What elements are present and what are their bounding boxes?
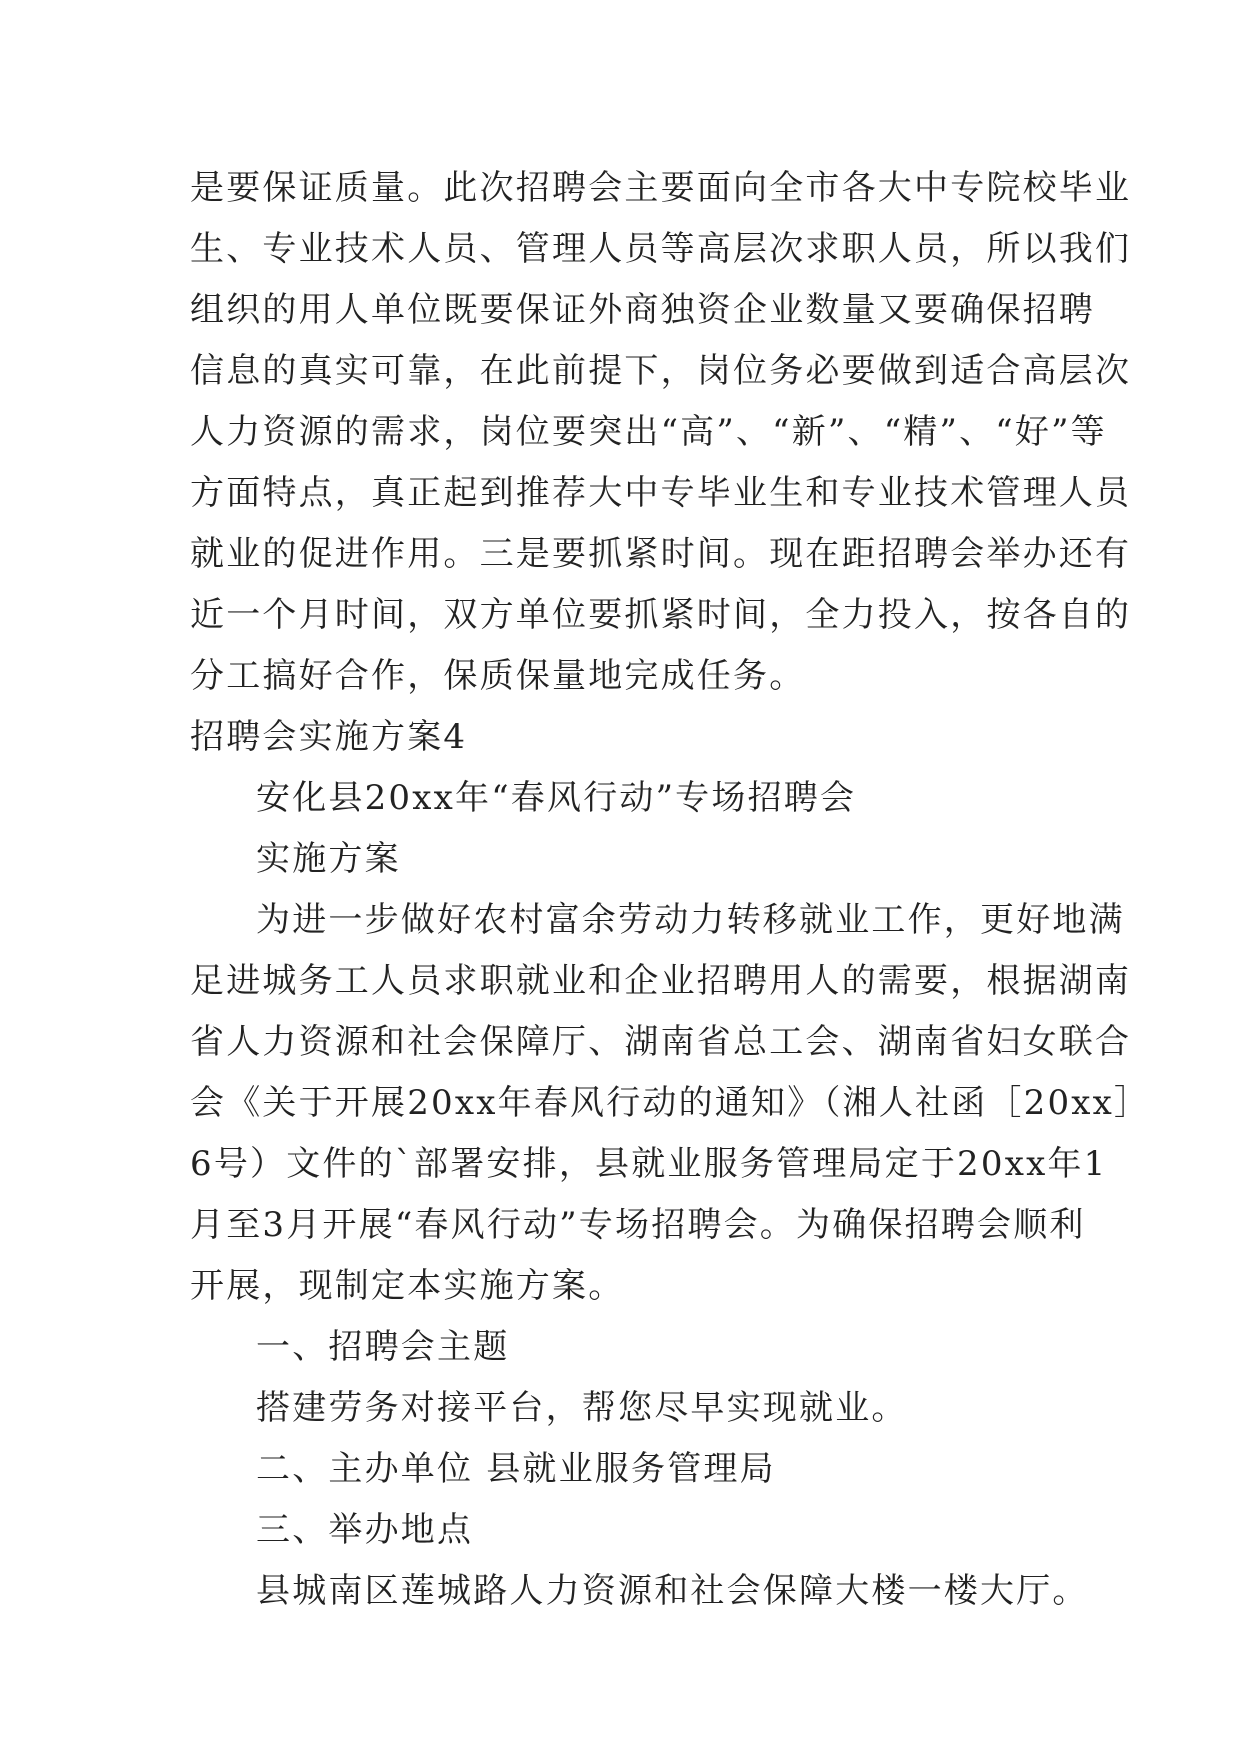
text-line: 生、专业技术人员、管理人员等高层次求职人员，所以我们 [190, 229, 1132, 269]
document-body [190, 158, 1151, 1622]
text-line: 就业的促进作用。三是要抓紧时间。现在距招聘会举办还有 [190, 534, 1132, 574]
text-line: 为进一步做好农村富余劳动力转移就业工作，更好地满 [256, 900, 1125, 940]
section-item-heading: 二、主办单位 县就业服务管理局 [256, 1449, 776, 1489]
text-line: 近一个月时间，双方单位要抓紧时间，全力投入，按各自的 [190, 595, 1132, 635]
text-line: 方面特点，真正起到推荐大中专毕业生和专业技术管理人员 [190, 473, 1132, 513]
text-line: 分工搞好合作，保质保量地完成任务。 [190, 656, 806, 696]
section-item-heading: 一、招聘会主题 [256, 1327, 510, 1367]
text-line: 月至3月开展“春风行动”专场招聘会。为确保招聘会顺利 [190, 1205, 1086, 1245]
text-line: 会《关于开展20xx年春风行动的通知》（湘人社函［20xx］ [190, 1083, 1151, 1123]
event-title: 安化县20xx年“春风行动”专场招聘会 [256, 778, 857, 818]
text-line: 搭建劳务对接平台，帮您尽早实现就业。 [256, 1388, 908, 1428]
text-line: 组织的用人单位既要保证外商独资企业数量又要确保招聘 [190, 290, 1095, 330]
text-line: 人力资源的需求，岗位要突出“高”、“新”、“精”、“好”等 [190, 412, 1107, 452]
text-line: 开展，现制定本实施方案。 [190, 1266, 625, 1306]
text-line: 信息的真实可靠，在此前提下，岗位务必要做到适合高层次 [190, 351, 1132, 391]
text-line: 足进城务工人员求职就业和企业招聘用人的需要，根据湖南 [190, 961, 1132, 1001]
section-heading: 招聘会实施方案4 [190, 717, 468, 757]
event-subtitle: 实施方案 [256, 839, 401, 879]
text-line: 6号）文件的`部署安排，县就业服务管理局定于20xx年1 [190, 1144, 1108, 1184]
text-line: 是要保证质量。此次招聘会主要面向全市各大中专院校毕业 [190, 168, 1132, 208]
text-line: 省人力资源和社会保障厅、湖南省总工会、湖南省妇女联合 [190, 1022, 1132, 1062]
text-line: 县城南区莲城路人力资源和社会保障大楼一楼大厅。 [256, 1571, 1089, 1611]
section-item-heading: 三、举办地点 [256, 1510, 474, 1550]
